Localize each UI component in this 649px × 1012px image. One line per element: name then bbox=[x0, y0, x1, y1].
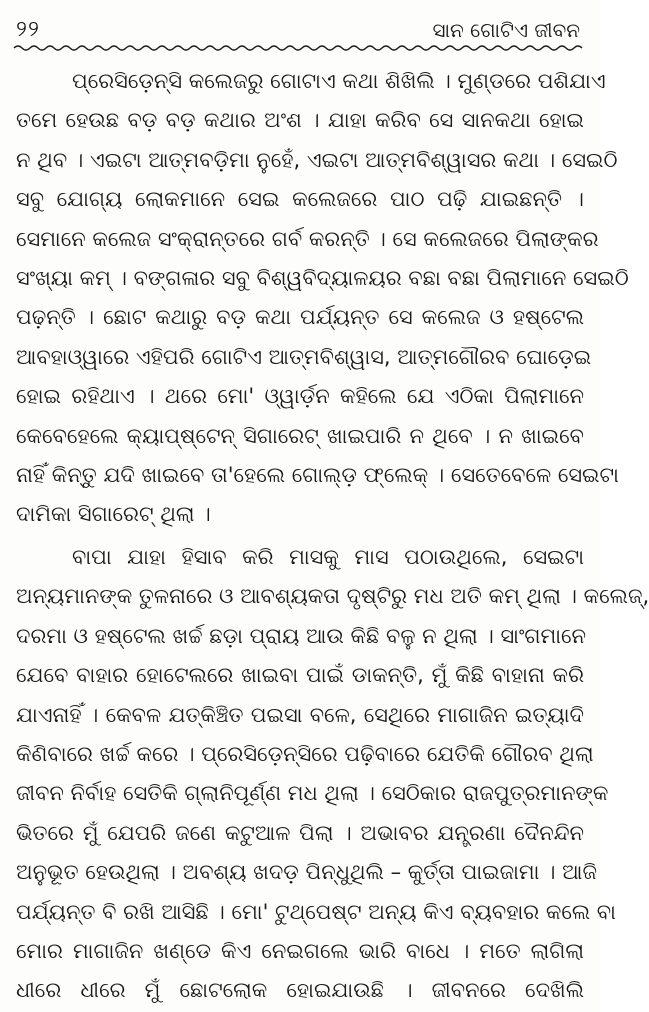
text-line: କିଣିବାରେ ଖର୍ଚ୍ଚ କରେ । ପ୍ରେସିଡ଼େନ୍ସିରେ ପଢ଼ିବାରେ ଯେତିକି ଗୌରବ ଥିଲା bbox=[16, 742, 594, 767]
text-line: ତମେ ହେଉଛ ବଡ଼ ବଡ଼ କଥାର ଅଂଶ । ଯାହା କରିବ ସେ ସାନକଥା ହୋଇ bbox=[16, 108, 584, 133]
wavy-header-rule bbox=[14, 44, 586, 52]
text-line: ଅନୁଭୂତ ହେଉଥିଲା । ଅବଶ୍ୟ ଖଦଡ଼ ପିନ୍ଧୁଥିଲି – କୁର୍ତ୍ତା ପାଇଜାମା । ଆଜି bbox=[16, 860, 598, 885]
paragraph bbox=[16, 62, 629, 535]
text-line: ଯାଏନାହିଁ । କେବଳ ଯତ୍‌କିଞ୍ଚିତ ପଇସା ବଳେ, ସେଥିରେ ମାଗାଜିନ ଇତ୍ୟାଦି bbox=[16, 702, 584, 727]
text-line: ମୋର ମାଗାଜିନ ଖଣ୍ଡେ କିଏ ନେଇଗଲେ ଭାରି ବାଧେ । ମତେ ଲାଗିଲା bbox=[16, 939, 584, 964]
text-line: ସଂଖ୍ୟା କମ୍ । ବଙ୍ଗଳାର ସବୁ ବିଶ୍ୱବିଦ୍ୟାଳୟର ବଛା ବଛା ପିଲାମାନେ ସେଇଠି bbox=[16, 266, 629, 291]
text-line: ଯେବେ ବାହାର ହୋଟେଲରେ ଖାଇବା ପାଇଁ ଡାକନ୍ତି, ମୁଁ କିଛି ବାହାନା କରି bbox=[16, 663, 584, 688]
text-line: ସବୁ ଯୋଗ୍ୟ ଲୋକମାନେ ସେଇ କଲେଜରେ ପାଠ ପଢ଼ି ଯାଇଛନ୍ତି । bbox=[16, 187, 584, 212]
text-line: ଅନ୍ୟମାନଙ୍କ ତୁଳନାରେ ଓ ଆବଶ୍ୟକତା ଦୃଷ୍ଟିରୁ ମଧ ଅତି କମ୍ ଥିଲା । କଲେଜ୍, bbox=[16, 584, 649, 609]
text-line: ଆବହାଓ୍ୱାରେ ଏହିପରି ଗୋଟିଏ ଆତ୍ମବିଶ୍ୱାସ, ଆତ୍ମଗୌରବ ଘୋଡ଼େଇ bbox=[16, 344, 592, 369]
text-line: ପଢ଼ନ୍ତି । ଛୋଟ କଥାରୁ ବଡ଼ କଥା ପର୍ଯ୍ୟନ୍ତ ସେ କଲେଜ ଓ ହଷ୍ଟେଲ bbox=[16, 305, 584, 330]
running-title: ସାନ ଗୋଟିଏ ଜୀବନ bbox=[432, 18, 580, 42]
text-line: ନ ଥିବ । ଏଇଟା ଆତ୍ମବଡ଼ିମା ନୁହେଁ, ଏଇଟା ଆତ୍ମବିଶ୍ୱାସର କଥା । ସେଇଠି bbox=[16, 147, 618, 172]
text-line: ସେମାନେ କଲେଜ ସଂକ୍ରାନ୍ତରେ ଗର୍ବ କରନ୍ତି । ସେ କଲେଜରେ ପିଲାଙ୍କର bbox=[16, 226, 599, 251]
text-line: ଭିତରେ ମୁଁ ଯେପରି ଜଣେ କଟୁଆଳ ପିଲା । ଅଭାବର ଯନ୍ତ୍ରଣା ଦୈନନ୍ଦିନ bbox=[16, 820, 584, 845]
text-line: ବାପା ଯାହା ହିସାବ କରି ମାସକୁ ମାସ ପଠାଉଥିଲେ, ସେଇଟା bbox=[72, 545, 584, 569]
text-line: ପର୍ଯ୍ୟନ୍ତ ବି ରଖି ଆସିଛି । ମୋ' ଟୁଥ୍‌ପେଷ୍ଟ ଅନ୍ୟ କିଏ ବ୍ୟବହାର କଲେ ବା bbox=[16, 899, 616, 924]
text-line: କେବେହେଲେ କ୍ୟାପ୍‌ଷ୍ଟେନ୍ ସିଗାରେଟ୍ ଖାଇପାରି ନ ଥିବେ । ନ ଖାଇବେ bbox=[16, 423, 584, 448]
text-line: ନାହିଁ କିନ୍ତୁ ଯଦି ଖାଇବେ ତା'ହେଲେ ଗୋଲ୍ଡ଼ ଫ୍ଲେକ୍ । ସେତେବେଳେ ସେଇଟା bbox=[16, 463, 619, 488]
text-line: ଜୀବନ ନିର୍ବାହ ସେତିକି ଗ୍ଲାନିପୂର୍ଣ୍ଣ ମଧ ଥିଲା । ସେଠିକାର ରାଜପୁତ୍ରମାନଙ୍କ bbox=[16, 781, 609, 806]
text-line: ହୋଇ ରହିଥାଏ । ଥରେ ମୋ' ଓ୍ୱାର୍ଡ଼ନ କହିଲେ ଯେ ଏଠିକା ପିଲାମାନେ bbox=[16, 384, 584, 409]
page-number: ୨୨ bbox=[16, 17, 40, 42]
paragraph bbox=[16, 538, 649, 1011]
text-line: ଦାମିକା ସିଗାରେଟ୍ ଥିଲା । bbox=[16, 502, 211, 527]
text-line: ଦରମା ଓ ହଷ୍ଟେଲ ଖର୍ଚ୍ଚ ଛଡ଼ା ପ୍ରାୟ ଆଉ କିଛି ବଳୁ ନ ଥିଲା । ସାଂଗମାନେ bbox=[16, 623, 586, 648]
text-line: ଧୀରେ ଧୀରେ ମୁଁ ଛୋଟଲୋକ ହୋଇଯାଉଛି । ଜୀବନରେ ଦେଖିଲି bbox=[16, 978, 584, 1003]
page-header bbox=[14, 16, 586, 50]
text-line: ପ୍ରେସିଡ଼େନ୍ସି କଲେଜରୁ ଗୋଟାଏ କଥା ଶିଖିଲି । ମୁଣ୍ଡରେ ପଶିଯାଏ bbox=[72, 69, 606, 93]
